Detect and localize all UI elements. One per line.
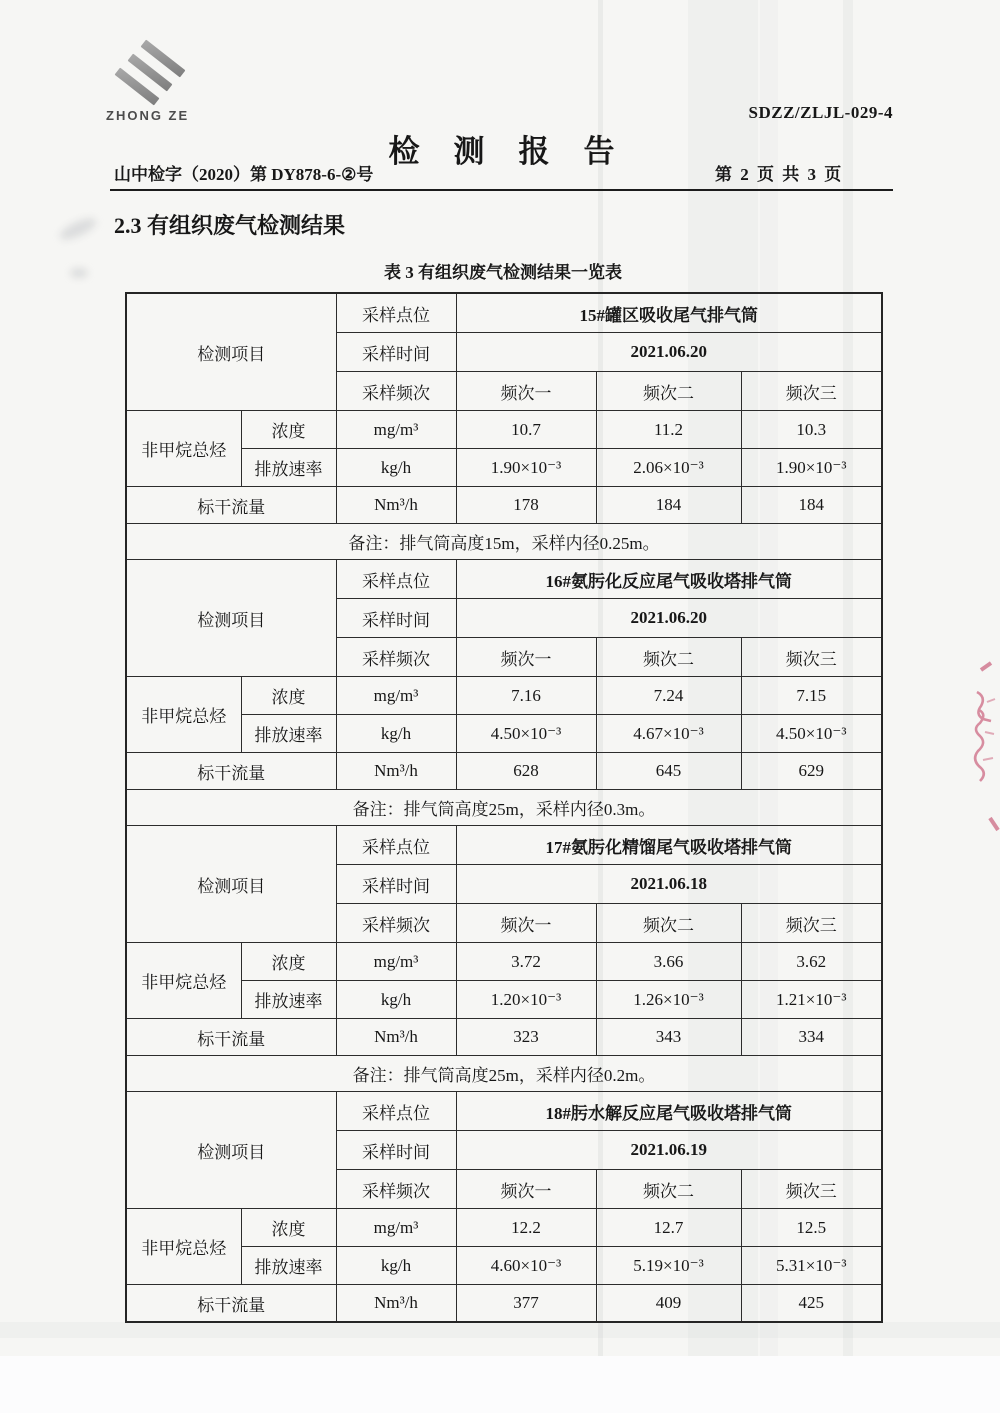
- unit-emission-rate: kg/h: [336, 1247, 456, 1285]
- note-cell: 备注：排气筒高度15m，采样内径0.25m。: [126, 524, 882, 560]
- label-freq-2: 频次二: [596, 1170, 741, 1209]
- report-title: 检测报告: [388, 134, 649, 169]
- label-test-item: 检测项目: [126, 293, 336, 411]
- flow-value: 323: [456, 1019, 596, 1056]
- emission-rate-value: 4.67×10⁻³: [596, 715, 741, 753]
- flow-value: 409: [596, 1285, 741, 1323]
- label-emission-rate: 排放速率: [241, 715, 336, 753]
- sampling-time-value: 2021.06.20: [456, 599, 882, 638]
- note-cell: 备注：排气筒高度25m，采样内径0.3m。: [126, 790, 882, 826]
- concentration-value: 7.24: [596, 677, 741, 715]
- emission-rate-value: 1.20×10⁻³: [456, 981, 596, 1019]
- emission-rate-value: 1.90×10⁻³: [741, 449, 882, 487]
- unit-concentration: mg/m³: [336, 1209, 456, 1247]
- report-number: 山中检字（2020）第 DY878-6-②号: [114, 165, 374, 184]
- label-test-item: 检测项目: [126, 560, 336, 677]
- label-freq-1: 频次一: [456, 1170, 596, 1209]
- concentration-value: 12.2: [456, 1209, 596, 1247]
- label-sampling-freq: 采样频次: [336, 638, 456, 677]
- label-sampling-freq: 采样频次: [336, 372, 456, 411]
- label-analyte: 非甲烷总烃: [126, 1209, 241, 1285]
- document-code: SDZZ/ZLJL-029-4: [748, 103, 893, 122]
- flow-value: 645: [596, 753, 741, 790]
- unit-flow: Nm³/h: [336, 1285, 456, 1323]
- sampling-time-value: 2021.06.20: [456, 333, 882, 372]
- label-concentration: 浓度: [241, 411, 336, 449]
- label-analyte: 非甲烷总烃: [126, 411, 241, 487]
- concentration-value: 10.7: [456, 411, 596, 449]
- concentration-value: 12.5: [741, 1209, 882, 1247]
- label-test-item: 检测项目: [126, 1092, 336, 1209]
- label-concentration: 浓度: [241, 677, 336, 715]
- emission-rate-value: 2.06×10⁻³: [596, 449, 741, 487]
- label-flow: 标干流量: [126, 753, 336, 790]
- label-flow: 标干流量: [126, 1019, 336, 1056]
- concentration-value: 7.16: [456, 677, 596, 715]
- label-test-item: 检测项目: [126, 826, 336, 943]
- label-sampling-point: 采样点位: [336, 560, 456, 599]
- scan-smudge: [57, 214, 99, 244]
- label-sampling-point: 采样点位: [336, 1092, 456, 1131]
- label-sampling-freq: 采样频次: [336, 904, 456, 943]
- label-sampling-point: 采样点位: [336, 293, 456, 333]
- results-table: [125, 292, 883, 1323]
- unit-concentration: mg/m³: [336, 411, 456, 449]
- flow-value: 178: [456, 487, 596, 524]
- flow-value: 628: [456, 753, 596, 790]
- table-caption: 表 3 有组织废气检测结果一览表: [384, 263, 622, 282]
- label-emission-rate: 排放速率: [241, 981, 336, 1019]
- unit-concentration: mg/m³: [336, 943, 456, 981]
- label-freq-3: 频次三: [741, 904, 882, 943]
- flow-value: 629: [741, 753, 882, 790]
- label-emission-rate: 排放速率: [241, 1247, 336, 1285]
- label-flow: 标干流量: [126, 1285, 336, 1323]
- concentration-value: 7.15: [741, 677, 882, 715]
- emission-rate-value: 4.50×10⁻³: [456, 715, 596, 753]
- label-freq-3: 频次三: [741, 638, 882, 677]
- scan-smudge: [70, 268, 88, 278]
- unit-emission-rate: kg/h: [336, 981, 456, 1019]
- sampling-point-value: 16#氨肟化反应尾气吸收塔排气筒: [456, 560, 882, 599]
- label-sampling-time: 采样时间: [336, 865, 456, 904]
- unit-flow: Nm³/h: [336, 1019, 456, 1056]
- logo-stripes-icon: [106, 50, 196, 106]
- label-freq-2: 频次二: [596, 372, 741, 411]
- flow-value: 343: [596, 1019, 741, 1056]
- label-analyte: 非甲烷总烃: [126, 943, 241, 1019]
- label-flow: 标干流量: [126, 487, 336, 524]
- unit-concentration: mg/m³: [336, 677, 456, 715]
- label-freq-2: 频次二: [596, 904, 741, 943]
- flow-value: 377: [456, 1285, 596, 1323]
- logo-text: ZHONG ZE: [106, 108, 190, 123]
- emission-rate-value: 5.31×10⁻³: [741, 1247, 882, 1285]
- label-freq-1: 频次一: [456, 638, 596, 677]
- label-freq-2: 频次二: [596, 638, 741, 677]
- unit-emission-rate: kg/h: [336, 715, 456, 753]
- emission-rate-value: 1.90×10⁻³: [456, 449, 596, 487]
- flow-value: 334: [741, 1019, 882, 1056]
- label-concentration: 浓度: [241, 1209, 336, 1247]
- section-heading: 2.3 有组织废气检测结果: [114, 213, 346, 238]
- label-freq-3: 频次三: [741, 372, 882, 411]
- page-indicator: 第 2 页 共 3 页: [715, 165, 844, 184]
- unit-flow: Nm³/h: [336, 753, 456, 790]
- unit-emission-rate: kg/h: [336, 449, 456, 487]
- label-sampling-time: 采样时间: [336, 599, 456, 638]
- label-sampling-time: 采样时间: [336, 333, 456, 372]
- concentration-value: 3.72: [456, 943, 596, 981]
- flow-value: 184: [741, 487, 882, 524]
- sampling-point-value: 15#罐区吸收尾气排气筒: [456, 293, 882, 333]
- concentration-value: 3.62: [741, 943, 882, 981]
- emission-rate-value: 4.50×10⁻³: [741, 715, 882, 753]
- red-ink-annotation: [953, 658, 1000, 838]
- note-cell: 备注：排气筒高度25m，采样内径0.2m。: [126, 1056, 882, 1092]
- concentration-value: 10.3: [741, 411, 882, 449]
- sampling-time-value: 2021.06.19: [456, 1131, 882, 1170]
- emission-rate-value: 4.60×10⁻³: [456, 1247, 596, 1285]
- label-sampling-freq: 采样频次: [336, 1170, 456, 1209]
- concentration-value: 11.2: [596, 411, 741, 449]
- label-freq-1: 频次一: [456, 904, 596, 943]
- flow-value: 425: [741, 1285, 882, 1323]
- sampling-point-value: 17#氨肟化精馏尾气吸收塔排气筒: [456, 826, 882, 865]
- label-freq-1: 频次一: [456, 372, 596, 411]
- concentration-value: 12.7: [596, 1209, 741, 1247]
- header-divider: [110, 189, 893, 191]
- sampling-time-value: 2021.06.18: [456, 865, 882, 904]
- flow-value: 184: [596, 487, 741, 524]
- scan-edge: [0, 1356, 1000, 1413]
- emission-rate-value: 1.26×10⁻³: [596, 981, 741, 1019]
- emission-rate-value: 5.19×10⁻³: [596, 1247, 741, 1285]
- emission-rate-value: 1.21×10⁻³: [741, 981, 882, 1019]
- label-sampling-time: 采样时间: [336, 1131, 456, 1170]
- label-concentration: 浓度: [241, 943, 336, 981]
- sampling-point-value: 18#肟水解反应尾气吸收塔排气筒: [456, 1092, 882, 1131]
- label-freq-3: 频次三: [741, 1170, 882, 1209]
- concentration-value: 3.66: [596, 943, 741, 981]
- scan-band: [0, 1322, 1000, 1338]
- label-emission-rate: 排放速率: [241, 449, 336, 487]
- label-sampling-point: 采样点位: [336, 826, 456, 865]
- unit-flow: Nm³/h: [336, 487, 456, 524]
- label-analyte: 非甲烷总烃: [126, 677, 241, 753]
